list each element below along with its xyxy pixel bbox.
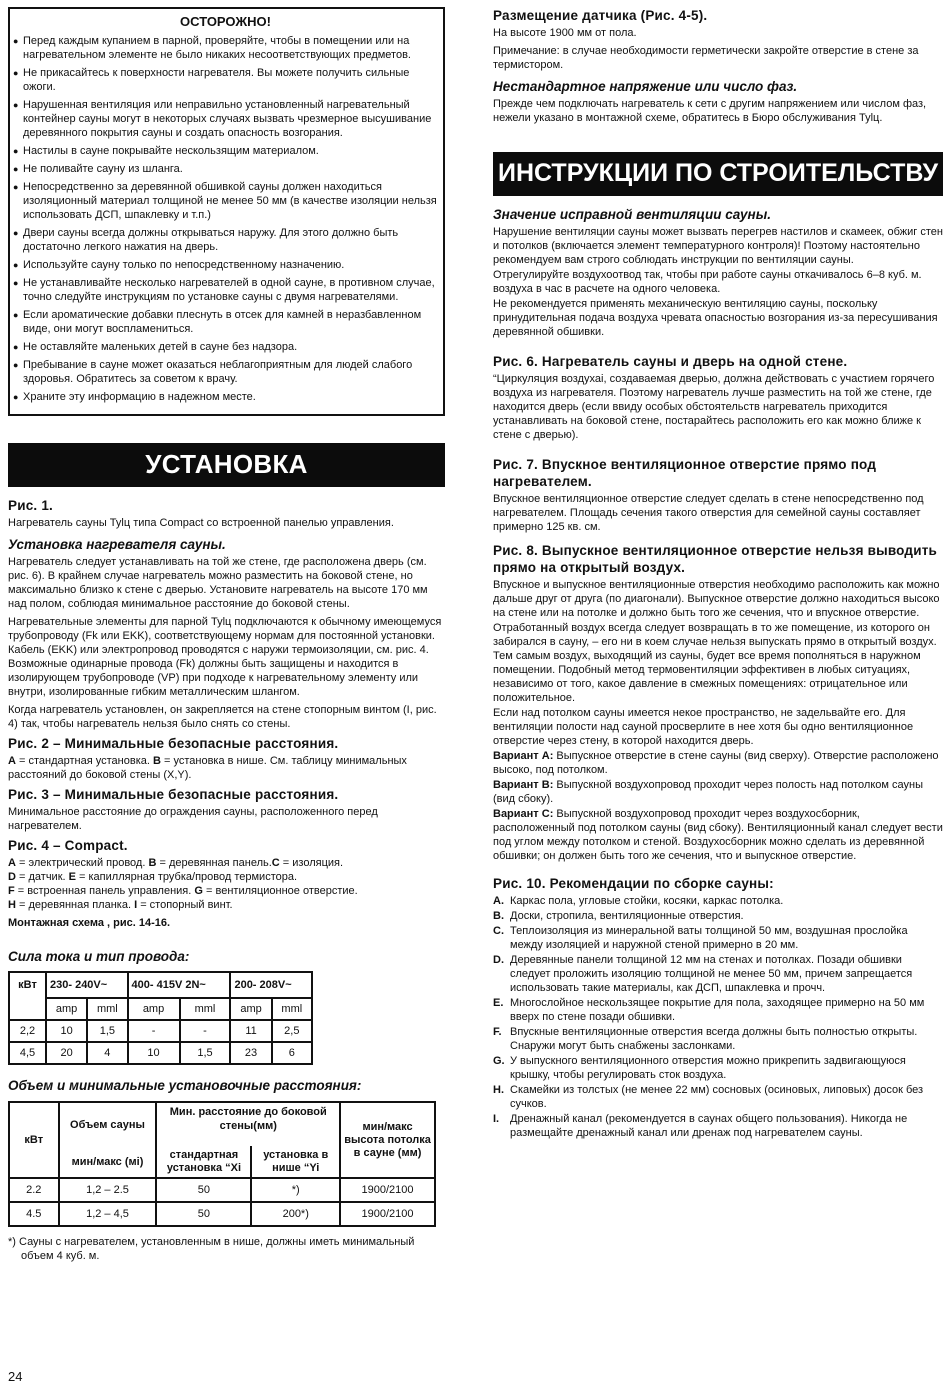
fig10-title: Рис. 10. Рекомендации по сборке сауны: — [493, 876, 774, 891]
table-cell: 2,2 — [9, 1020, 46, 1042]
bullet-icon: ● — [13, 278, 19, 288]
fig7-text: Впускное вентиляционное отверстие следует сделать в стене непосредственно под нагревателем. Площадь сечения такого отверстия для семейной сауны составляет примерно 125 кв. см. — [493, 493, 924, 533]
volume-table-volume-header: Объем сауны — [59, 1102, 157, 1146]
ventilation-title: Значение исправной вентиляции сауны. — [493, 207, 771, 222]
fig10-item-key: A. — [493, 895, 504, 907]
sensor-paragraph-2: Примечание: в случае необходимости герметически закройте отверстие в стене за термистором. — [493, 45, 919, 71]
fig6-title: Рис. 6. Нагреватель сауны и дверь на одной стене. — [493, 354, 848, 369]
current-table-header-400: 400- 415V 2N~ — [128, 972, 231, 998]
fig10-item-text: Впускные вентиляционные отверстия всегда должны быть полностью открыты. Снаружи могут быть снабжены заслонками. — [510, 1026, 918, 1052]
warning-item-text: Не оставляйте маленьких детей в сауне без надзора. — [23, 341, 298, 353]
fig10-item-text: Скамейки из толстых (не менее 22 мм) сосновых (осиновых, липовых) досок без сучков. — [510, 1084, 924, 1110]
fig1-text: Нагреватель сауны Tylц типа Compact со встроенной панелью управления. — [8, 517, 394, 529]
warning-box — [8, 7, 445, 416]
warning-item-text: Пребывание в сауне может оказаться неблагоприятным для людей слабого здоровья. Обратитесь за советом к врачу. — [23, 359, 413, 385]
table-cell: 1900/2100 — [340, 1202, 435, 1226]
warning-item — [13, 258, 438, 272]
fig10-item-key: H. — [493, 1084, 504, 1096]
current-table-kw-header: кВт — [9, 972, 46, 1020]
mount-paragraph-1: Нагреватель следует устанавливать на той же стене, где расположена дверь (см. рис. 6). В крайнем случае нагреватель можно разместить на боковой стене, но максимально близко к стене с дверью. Установите нагреватель на высоте 170 мм над полом, соблюдая минимальное расстояние до боковой стены. — [8, 556, 428, 610]
bullet-icon: ● — [13, 146, 19, 156]
current-table-header-230: 230- 240V~ — [46, 972, 128, 998]
current-table-subheader: mml — [87, 998, 127, 1020]
fig10-item-key: I. — [493, 1113, 500, 1125]
current-table-subheader: mml — [180, 998, 231, 1020]
fig8-title: Рис. 8. Выпускное вентиляционное отверстие нельзя выводить прямо на открытый воздух. — [493, 543, 938, 575]
bullet-icon: ● — [13, 360, 19, 370]
warning-item — [13, 276, 438, 304]
mount-title: Установка нагревателя сауны. — [8, 537, 226, 552]
variant-b: Вариант B: Выпускной воздухопровод проходит через полость над потолком сауны (вид сбоку). — [493, 779, 923, 805]
fig10-item-key: C. — [493, 925, 504, 937]
fig4-title: Рис. 4 – Compact. — [8, 838, 128, 853]
warning-item-text: Не устанавливайте несколько нагревателей в одной сауне, в противном случае, точно следуйте инструкциям по установке сауны с двумя нагревателями. — [23, 277, 435, 303]
right-column — [493, 7, 943, 1141]
table-cell: 10 — [46, 1020, 87, 1042]
warning-item — [13, 226, 438, 254]
volume-table-distance-header: Мин. расстояние до боковой стены(мм) — [156, 1102, 340, 1146]
warning-item-text: Непосредственно за деревянной обшивкой сауны должен находиться изоляционный материал толщиной не менее 50 мм (в качестве изоляции нельзя использовать ДСП, шпаклевку и т.п.) — [23, 181, 437, 221]
table-cell: 1900/2100 — [340, 1178, 435, 1202]
volume-table-kw-header: кВт — [9, 1102, 59, 1178]
fig4-legend: A = электрический провод. B = деревянная панель.C = изоляция. D = датчик. E = капиллярная трубка/провод термистора. F = встроенная панель управления. G = вентиляционное отверстие. H = деревянная планка. I = стопорный винт. — [8, 857, 358, 911]
fig10-item — [493, 1083, 943, 1111]
fig10-item-text: У выпускного вентиляционного отверстия можно прикрепить задвигающуюся крышку, чтобы регулировать сток воздуха. — [510, 1055, 906, 1081]
warning-item-text: Используйте сауну только по непосредственному назначению. — [23, 259, 345, 271]
table-cell: 10 — [128, 1042, 180, 1064]
table-cell: 1,5 — [180, 1042, 231, 1064]
table-cell: 50 — [156, 1202, 251, 1226]
table-cell: 6 — [272, 1042, 312, 1064]
voltage-paragraph: Прежде чем подключать нагреватель к сети с другим напряжением или числом фаз, нежели указано в монтажной схеме, обратитесь в Бюро обслуживания Tylц. — [493, 98, 927, 124]
ventilation-paragraph-3: Не рекомендуется применять механическую вентиляцию сауны, поскольку принудительная подача воздуха чревата опасностью возгорания из-за пересушивания деревянной обшивки. — [493, 298, 938, 338]
bullet-icon: ● — [13, 392, 19, 402]
warning-item-text: Перед каждым купанием в парной, проверяйте, чтобы в помещении или на нагревательном элементе не было никаких несоответствующих предметов. — [23, 35, 411, 61]
sensor-title: Размещение датчика (Рис. 4-5). — [493, 8, 708, 23]
table-cell: 200*) — [251, 1202, 340, 1226]
current-table-subheader: amp — [128, 998, 180, 1020]
wiring-note: Монтажная схема , рис. 14-16. — [8, 917, 171, 929]
table-cell: 4 — [87, 1042, 127, 1064]
fig10-item — [493, 1112, 943, 1140]
table-cell: 1,2 – 4,5 — [59, 1202, 157, 1226]
fig10-item — [493, 894, 943, 908]
volume-table-volume-subheader: мин/макс (мі) — [59, 1146, 157, 1178]
table-cell: *) — [251, 1178, 340, 1202]
current-table-title: Сила тока и тип провода: — [8, 949, 190, 964]
fig6-text: “Циркуляция воздухаі, создаваемая дверью, должна действовать с участием горячего воздуха из нагревателя. Поэтому нагреватель лучше разместить на той же стене, где находится дверь (если ввиду особых обстоятельств нагреватель приходится устанавливать на боковой стене, постарайтесь расположить его как можно ближе к стене с дверью). — [493, 373, 935, 441]
table-cell: 50 — [156, 1178, 251, 1202]
fig10-item-text: Теплоизоляция из минеральной ваты толщиной 50 мм, воздушная прослойка между изоляцией и наружной стеной примерно в 20 мм. — [510, 925, 908, 951]
fig10-item — [493, 924, 943, 952]
warning-title: ОСТОРОЖНО! — [180, 14, 271, 29]
table-cell: 1,2 – 2.5 — [59, 1178, 157, 1202]
fig10-item — [493, 1054, 943, 1082]
fig7-title: Рис. 7. Впускное вентиляционное отверстие прямо под нагревателем. — [493, 457, 877, 489]
fig10-item-key: F. — [493, 1026, 502, 1038]
warning-item-text: Если ароматические добавки плеснуть в отсек для камней в неразбавленном виде, они могут воспламениться. — [23, 309, 422, 335]
fig10-item — [493, 1025, 943, 1053]
volume-table-standard-header: стандартная установка “Xi — [156, 1146, 251, 1178]
warning-list — [13, 34, 438, 404]
warning-item — [13, 144, 438, 158]
fig10-item — [493, 953, 943, 995]
bullet-icon: ● — [13, 260, 19, 270]
table-cell: 4.5 — [9, 1202, 59, 1226]
construction-banner: ИНСТРУКЦИИ ПО СТРОИТЕЛЬСТВУ — [493, 152, 943, 196]
warning-item-text: Не прикасайтесь к поверхности нагревателя. Вы можете получить сильные ожоги. — [23, 67, 410, 93]
warning-item — [13, 162, 438, 176]
table-cell: - — [128, 1020, 180, 1042]
fig10-item-text: Дренажный канал (рекомендуется в саунах общего пользования). Никогда не размещайте дренажный канал или дренаж под нагревателем сауны. — [510, 1113, 908, 1139]
table-cell: 11 — [230, 1020, 271, 1042]
variant-a: Вариант A: Выпускное отверстие в стене сауны (вид сверху). Отверстие расположено высоко, под потолком. — [493, 750, 939, 776]
fig10-item — [493, 996, 943, 1024]
mount-paragraph-2: Нагревательные элементы для парной Tylц подключаются к обычному имеющемуся трубопроводу (Fk или EKK), соответствующему нормам для постоянной установки. Кабель (EKK) или электропровод проводятся с наружи термоизоляции, см. рис. 4. Возможные одинарные провода (Fk) должны быть защищены и находится в изолирующем трубопроводе (VP) при подходе к нагревательному элементу или внутри, изолированные гибким металлическим шлангом. — [8, 616, 442, 698]
fig10-item-key: B. — [493, 910, 504, 922]
warning-item-text: Храните эту информацию в надежном месте. — [23, 391, 256, 403]
fig10-item-text: Доски, стропила, вентиляционные отверстия. — [510, 910, 744, 922]
fig3-title: Рис. 3 – Минимальные безопасные расстояния. — [8, 787, 339, 802]
warning-item — [13, 390, 438, 404]
bullet-icon: ● — [13, 36, 19, 46]
variant-c: Вариант C: Выпускной воздухопровод проходит через воздухосборник, расположенный под потолком сауны (вид сбоку). Вентиляционный канал следует вести под углом между потолком и стеной. Воздухосборник можно сделать из деревянной обшивки; он должен быть того же сечения, что и выпускное отверстие. — [493, 808, 943, 862]
fig8-paragraph-2: Отработанный воздух всегда следует возвращать в то же помещение, из которого он забирался в сауну, – его ни в коем случае нельзя выпускать прямо в открытый воздух. Тем самым воздух, выходящий из сауны, будет все время пополняться в наружном помещении. Подобный метод термовентиляции эффективен в любых ситуациях, независимо от того, какое давление в смежных помещениях: отрицательное или положительное. — [493, 622, 937, 704]
volume-table-niche-header: установка в нише “Yi — [251, 1146, 340, 1178]
table-cell: 4,5 — [9, 1042, 46, 1064]
fig10-item-text: Каркас пола, угловые стойки, косяки, каркас потолка. — [510, 895, 784, 907]
bullet-icon: ● — [13, 342, 19, 352]
fig10-list — [493, 894, 943, 1140]
current-table-row — [9, 1020, 312, 1042]
warning-item-text: Нарушенная вентиляция или неправильно установленный нагревательный контейнер сауны могут в некоторых случаях вызвать чрезмерное высушивание деревянного покрытия сауны и создать опасность возгорания. — [23, 99, 432, 139]
fig10-item-text: Многослойное нескользящее покрытие для пола, заходящее примерно на 50 мм вверх по стене позади обшивки. — [510, 997, 925, 1023]
volume-footnote: *) Сауны с нагревателем, установленным в нише, должны иметь минимальный объем 4 куб. м. — [8, 1236, 415, 1262]
volume-table-title: Объем и минимальные установочные расстояния: — [8, 1078, 362, 1093]
fig2-text: A = стандартная установка. B = установка в нише. См. таблицу минимальных расстояний до боковой стены (X,Y). — [8, 755, 407, 781]
fig10-item-key: D. — [493, 954, 504, 966]
warning-item — [13, 340, 438, 354]
warning-item-text: Настилы в сауне покрывайте нескользящим материалом. — [23, 145, 319, 157]
bullet-icon: ● — [13, 164, 19, 174]
fig8-paragraph-1: Впускное и выпускное вентиляционные отверстия необходимо расположить как можно дальше друг от друга (по диагонали). Выпускное отверстие должно находиться высоко на стене или на потолке и должно быть того же сечения, что и впускное отверстие. — [493, 579, 940, 619]
fig10-item — [493, 909, 943, 923]
warning-item — [13, 66, 438, 94]
fig1-title: Рис. 1. — [8, 498, 53, 513]
current-table-subheader: amp — [46, 998, 87, 1020]
bullet-icon: ● — [13, 100, 19, 110]
table-cell: 2.2 — [9, 1178, 59, 1202]
fig2-title: Рис. 2 – Минимальные безопасные расстояния. — [8, 736, 339, 751]
bullet-icon: ● — [13, 228, 19, 238]
sensor-paragraph-1: На высоте 1900 мм от пола. — [493, 27, 637, 39]
table-cell: 1,5 — [87, 1020, 127, 1042]
ventilation-paragraph-1: Нарушение вентиляции сауны может вызвать перегрев настилов и скамеек, обжиг стен и потолков (включается элемент температурного контроля)! Поэтому настоятельно рекомендуем вам строго соблюдать инструкции по вентиляции сауны. — [493, 226, 943, 266]
table-cell: 2,5 — [272, 1020, 312, 1042]
voltage-title: Нестандартное напряжение или число фаз. — [493, 79, 798, 94]
bullet-icon: ● — [13, 68, 19, 78]
warning-item — [13, 34, 438, 62]
volume-table — [8, 1101, 436, 1227]
current-table-row — [9, 1042, 312, 1064]
warning-item — [13, 358, 438, 386]
volume-table-row — [9, 1178, 435, 1202]
fig3-text: Минимальное расстояние до ограждения сауны, расположенного перед нагревателем. — [8, 806, 378, 832]
warning-item-text: Двери сауны всегда должны открываться наружу. Для этого должно быть достаточно легкого нажатия на дверь. — [23, 227, 399, 253]
fig10-item-key: E. — [493, 997, 504, 1009]
current-table-header-200: 200- 208V~ — [230, 972, 312, 998]
warning-item-text: Не поливайте сауну из шланга. — [23, 163, 183, 175]
bullet-icon: ● — [13, 182, 19, 192]
table-cell: 20 — [46, 1042, 87, 1064]
mount-paragraph-3: Когда нагреватель установлен, он закрепляется на стене стопорным винтом (I, рис. 4) так, чтобы нагреватель нельзя было снять со стены. — [8, 704, 437, 730]
volume-table-row — [9, 1202, 435, 1226]
ventilation-paragraph-2: Отрегулируйте воздухоотвод так, чтобы при работе сауны откачивалось 6–8 куб. м. воздуха в час в расчете на одного человека. — [493, 269, 922, 295]
current-table — [8, 971, 313, 1065]
warning-item — [13, 308, 438, 336]
current-table-subheader: amp — [230, 998, 271, 1020]
install-banner: УСТАНОВКА — [8, 443, 445, 487]
fig10-item-text: Деревянные панели толщиной 12 мм на стенах и потолках. Позади обшивки следует проложить изоляцию толщиной не менее 50 мм, причем запрещается использовать такие материалы, как ДСП, шпаклевка и прочч. — [510, 954, 913, 994]
left-column — [8, 7, 445, 1267]
table-cell: 23 — [230, 1042, 271, 1064]
page-number: 24 — [8, 1369, 23, 1384]
warning-item — [13, 180, 438, 222]
fig10-item-key: G. — [493, 1055, 505, 1067]
warning-item — [13, 98, 438, 140]
current-table-subheader: mml — [272, 998, 312, 1020]
bullet-icon: ● — [13, 310, 19, 320]
table-cell: - — [180, 1020, 231, 1042]
volume-table-height-header: мин/макс высота потолка в сауне (мм) — [340, 1102, 435, 1178]
fig8-paragraph-3: Если над потолком сауны имеется некое пространство, не задельвайте его. Для вентиляции полости над сауной просверлите в нее хотя бы одно вентиляционное отверстие через стену, в которой находится дверь. — [493, 707, 914, 747]
